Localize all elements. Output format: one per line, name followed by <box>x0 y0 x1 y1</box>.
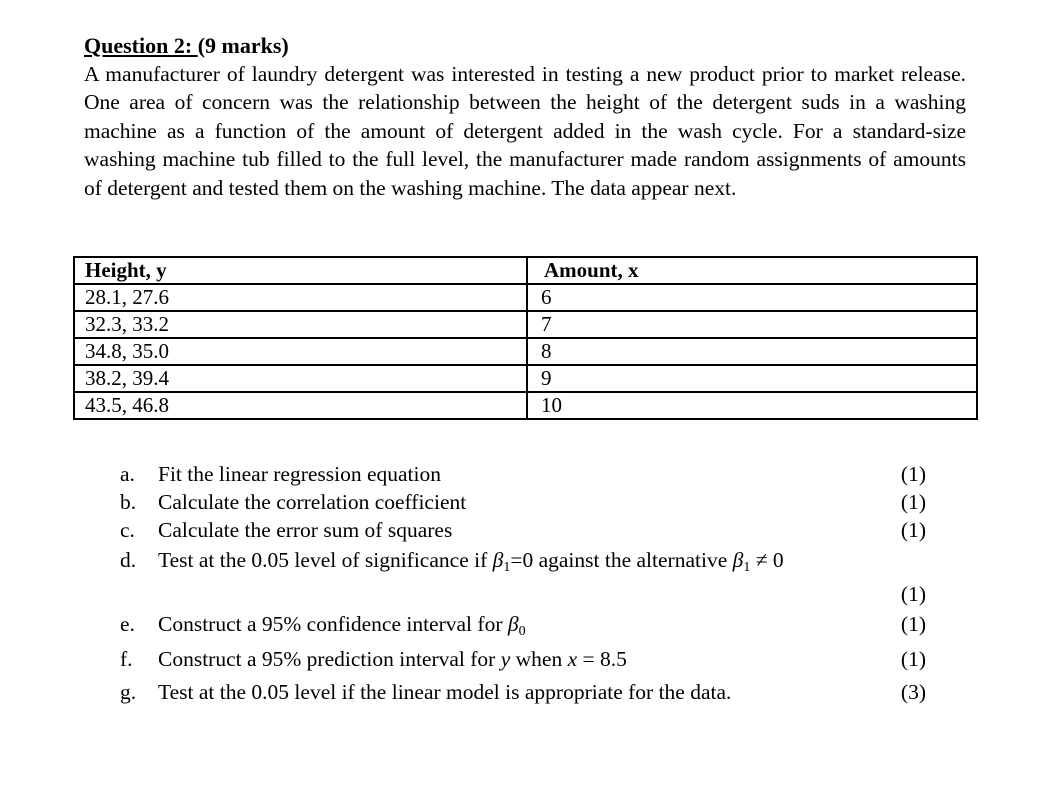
part-g <box>120 678 926 706</box>
part-letter: a. <box>120 462 135 486</box>
part-text: Construct a 95% prediction interval for y when x = 8.5 <box>158 647 627 671</box>
part-d-marks-row <box>120 580 926 608</box>
cell-height: 38.2, 39.4 <box>74 365 527 392</box>
part-text: Construct a 95% confidence interval for $\beta_0$ <box>158 612 526 639</box>
part-d <box>120 546 926 574</box>
cell-amount: 10 <box>527 392 977 419</box>
table-row <box>74 392 977 419</box>
part-marks: (1) <box>900 612 926 636</box>
part-text: Test at the 0.05 level if the linear model is appropriate for the data. <box>158 680 732 704</box>
table-row <box>74 284 977 311</box>
part-text: Calculate the correlation coefficient <box>158 490 467 514</box>
table-row <box>74 365 977 392</box>
part-marks: (1) <box>900 490 926 514</box>
part-marks: (1) <box>900 647 926 671</box>
question-marks: (9 marks) <box>197 33 289 58</box>
part-e <box>120 610 926 638</box>
part-marks: (3) <box>900 680 926 704</box>
cell-amount: 6 <box>527 284 977 311</box>
question-intro: A manufacturer of laundry detergent was interested in testing a new product prior to market release. One area of concern was the relationship between the height of the detergent suds in a washing machine as a function of the amount of detergent added in the wash cycle. For a standard-size washing machine tub filled to the full level, the manufacturer made random assignments of amounts of detergent and tested them on the washing machine. The data appear next. <box>84 62 966 200</box>
part-text: Test at the 0.05 level of significance if $\beta_1=0$ against the alternative $\beta_1 \ne 0$ <box>158 548 784 575</box>
part-marks: (1) <box>900 582 926 606</box>
part-marks: (1) <box>900 518 926 542</box>
question-number: Question 2: <box>84 33 198 58</box>
part-letter: e. <box>120 612 135 636</box>
part-a <box>120 460 926 488</box>
part-b <box>120 488 926 516</box>
header-amount: Amount, x <box>527 257 977 284</box>
cell-amount: 7 <box>527 311 977 338</box>
cell-amount: 9 <box>527 365 977 392</box>
cell-height: 43.5, 46.8 <box>74 392 527 419</box>
table-header-row <box>74 257 977 284</box>
part-c <box>120 516 926 544</box>
part-marks: (1) <box>900 462 926 486</box>
table-row <box>74 338 977 365</box>
data-table <box>73 256 978 420</box>
part-letter: f. <box>120 647 133 671</box>
part-letter: c. <box>120 518 135 542</box>
cell-height: 34.8, 35.0 <box>74 338 527 365</box>
part-letter: b. <box>120 490 137 514</box>
cell-height: 28.1, 27.6 <box>74 284 527 311</box>
part-text: Fit the linear regression equation <box>158 462 442 486</box>
part-f <box>120 645 926 673</box>
part-letter: d. <box>120 548 137 572</box>
part-letter: g. <box>120 680 137 704</box>
cell-height: 32.3, 33.2 <box>74 311 527 338</box>
header-height: Height, y <box>74 257 527 284</box>
part-text: Calculate the error sum of squares <box>158 518 453 542</box>
table-row <box>74 311 977 338</box>
question-heading <box>84 32 289 60</box>
cell-amount: 8 <box>527 338 977 365</box>
